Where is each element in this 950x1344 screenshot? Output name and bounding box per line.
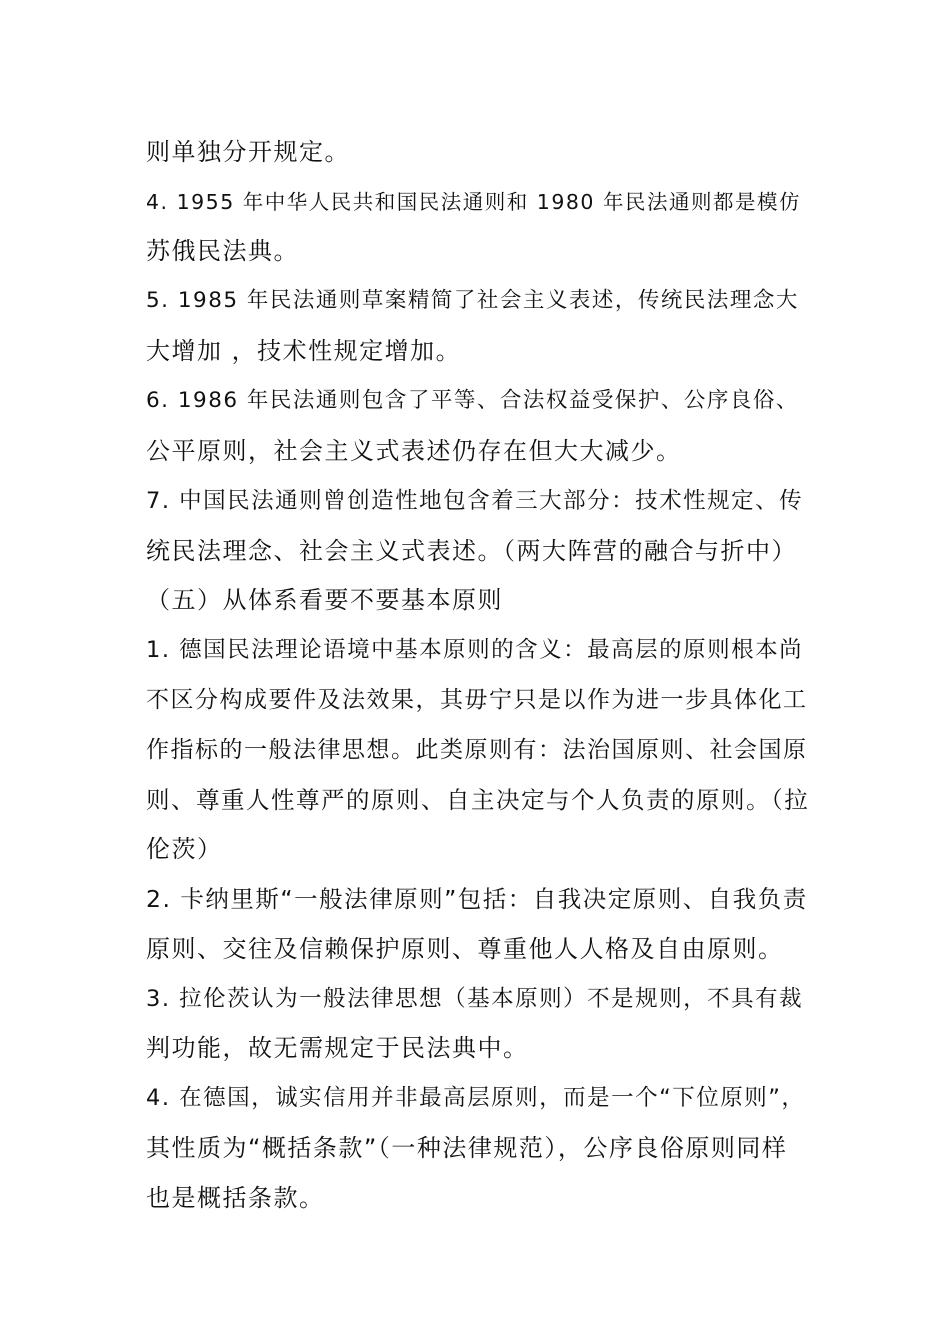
text-line: 不区分构成要件及法效果，其毋宁只是以作为进一步具体化工 (146, 687, 808, 713)
text-line: 2. 卡纳里斯“一般法律原则”包括：自我决定原则、自我负责 (146, 885, 808, 913)
text-line: 作指标的一般法律思想。此类原则有：法治国原则、社会国原 (146, 737, 808, 763)
text-line: 判功能，故无需规定于民法典中。 (146, 1034, 529, 1062)
text-line: 公平原则，社会主义式表述仍存在但大大减少。 (146, 437, 682, 465)
text-line: 其性质为“概括条款”（一种法律规范），公序良俗原则同样 (146, 1134, 788, 1162)
text-line: 原则、交往及信赖保护原则、尊重他人人格及自由原则。 (146, 935, 784, 963)
text-line: 则单独分开规定。 (146, 138, 350, 166)
text-line: 6. 1986 年民法通则包含了平等、合法权益受保护、公序良俗、 (146, 388, 799, 413)
section-heading: （五）从体系看要不要基本原则 (146, 586, 503, 614)
text-line: 4. 1955 年中华人民共和国民法通则和 1980 年民法通则都是模仿 (146, 190, 801, 214)
text-line: 则、尊重人性尊严的原则、自主决定与个人负责的原则。（拉 (146, 786, 810, 814)
text-line: 1. 德国民法理论语境中基本原则的含义：最高层的原则根本尚 (146, 637, 804, 663)
text-line: 5. 1985 年民法通则草案精简了社会主义表述，传统民法理念大 (146, 288, 799, 313)
text-line: 苏俄民法典。 (146, 237, 299, 265)
text-line: 统民法理念、社会主义式表述。（两大阵营的融合与折中） (146, 537, 797, 565)
text-line: 也是概括条款。 (146, 1184, 325, 1212)
text-line: 大增加 ，技术性规定增加。 (146, 337, 462, 365)
text-line: 伦茨） (146, 835, 223, 863)
text-line: 3. 拉伦茨认为一般法律思想（基本原则）不是规则，不具有裁 (146, 986, 804, 1012)
text-line: 4. 在德国，诚实信用并非最高层原则，而是一个“下位原则”， (146, 1085, 806, 1111)
text-line: 7. 中国民法通则曾创造性地包含着三大部分：技术性规定、传 (146, 488, 804, 514)
